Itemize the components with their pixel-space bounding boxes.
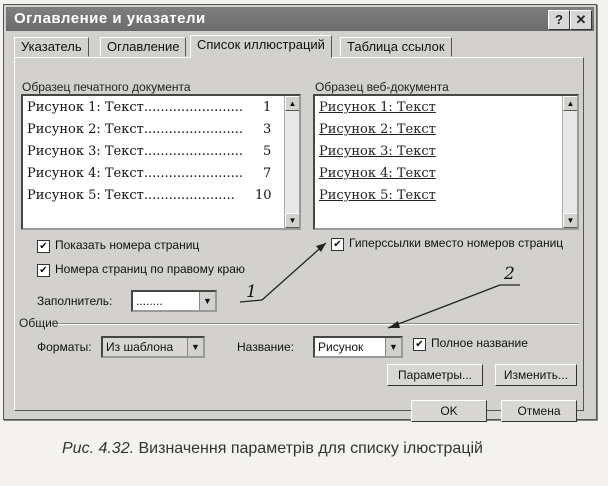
tab-list-of-figures[interactable]: Список иллюстраций (190, 35, 332, 58)
scroll-down-icon[interactable]: ▼ (285, 213, 300, 228)
tab-leader-value: ........ (136, 294, 163, 308)
hyperlinks-checkbox[interactable]: ✔ (331, 238, 344, 251)
web-preview-item: Рисунок 3: Текст (319, 144, 436, 159)
pointer-number-2: 2 (504, 264, 515, 284)
close-button[interactable]: ✕ (570, 10, 592, 30)
print-preview-item: Рисунок 5: Текст...................... 10 (27, 188, 272, 203)
figure-caption (62, 440, 483, 458)
figure-number: Рис. 4.32. (62, 440, 135, 457)
pointer-arrowhead-2 (388, 321, 400, 328)
hyperlinks-label: Гиперссылки вместо номеров страниц (349, 236, 564, 250)
formats-label: Форматы: (37, 340, 92, 354)
web-preview-item: Рисунок 4: Текст (319, 166, 436, 181)
ok-button[interactable]: OK (411, 400, 487, 422)
dialog-title: Оглавление и указатели (14, 10, 206, 27)
print-preview-item: Рисунок 2: Текст........................ 3 (27, 122, 272, 137)
chevron-down-icon[interactable]: ▼ (385, 338, 401, 356)
show-page-numbers-label: Показать номера страниц (55, 238, 200, 252)
web-preview-label: Образец веб-документа (315, 80, 449, 94)
formats-value: Из шаблона (106, 340, 174, 354)
scroll-up-icon[interactable]: ▲ (285, 96, 300, 111)
general-group-label: Общие (19, 316, 59, 330)
scroll-up-icon[interactable]: ▲ (563, 96, 578, 111)
show-page-numbers-checkbox[interactable]: ✔ (37, 240, 50, 253)
tab-leader-label: Заполнитель: (37, 294, 113, 308)
print-preview-label: Образец печатного документа (22, 80, 191, 94)
tab-index[interactable]: Указатель (14, 37, 89, 57)
print-preview-item: Рисунок 1: Текст........................ 1 (27, 100, 272, 115)
right-align-label: Номера страниц по правому краю (55, 262, 245, 276)
options-button[interactable]: Параметры... (387, 364, 483, 386)
pointer-line-1 (262, 243, 326, 300)
right-align-checkbox[interactable]: ✔ (37, 264, 50, 277)
pointer-line-2 (388, 285, 500, 328)
chevron-down-icon[interactable]: ▼ (187, 338, 203, 356)
figure-caption-text: Визначення параметрів для списку ілюстрацій (134, 440, 483, 457)
print-preview-item: Рисунок 4: Текст........................ 7 (27, 166, 272, 181)
tab-table-of-authorities[interactable]: Таблица ссылок (340, 37, 452, 57)
tab-contents[interactable]: Оглавление (100, 37, 186, 57)
caption-label-value: Рисунок (318, 340, 364, 354)
full-caption-checkbox[interactable]: ✔ (413, 338, 426, 351)
help-button[interactable]: ? (548, 10, 570, 30)
scroll-down-icon[interactable]: ▼ (563, 213, 578, 228)
caption-label: Название: (237, 340, 294, 354)
web-preview-item: Рисунок 5: Текст (319, 188, 436, 203)
full-caption-label: Полное название (431, 336, 528, 350)
modify-button[interactable]: Изменить... (495, 364, 577, 386)
web-preview-item: Рисунок 2: Текст (319, 122, 436, 137)
cancel-button[interactable]: Отмена (501, 400, 577, 422)
web-preview-item: Рисунок 1: Текст (319, 100, 436, 115)
print-preview-item: Рисунок 3: Текст........................ 5 (27, 144, 272, 159)
chevron-down-icon[interactable]: ▼ (199, 292, 215, 310)
pointer-number-1: 1 (246, 282, 257, 302)
